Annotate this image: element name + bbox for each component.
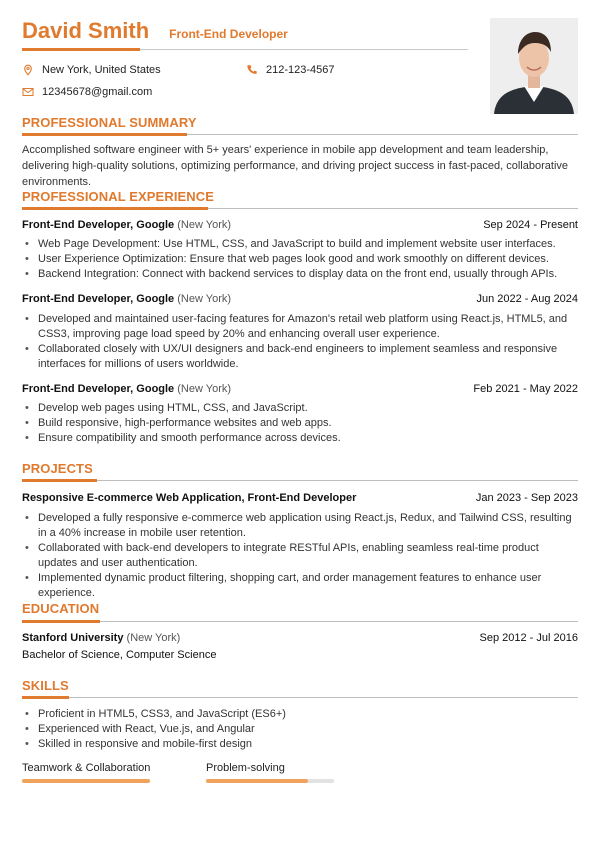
school-name: Stanford University xyxy=(22,632,124,644)
job-location: (New York) xyxy=(177,383,232,395)
projects-rule-accent xyxy=(22,479,97,482)
skill-label: Problem-solving xyxy=(206,762,285,774)
candidate-title: Front-End Developer xyxy=(169,27,288,41)
job-bullet: • Developed and maintained user-facing features for Amazon's retail web platform using React.js, HTML5, and CSS3, improving page load speed by 20% and enhancing overall user experience. xyxy=(38,312,578,342)
job-bullet: • User Experience Optimization: Ensure that web pages look good and work smoothly on different devices. xyxy=(38,252,578,267)
job-role: Front-End Developer, Google xyxy=(22,383,175,395)
education-date: Sep 2012 - Jul 2016 xyxy=(479,632,578,644)
project-bullet: • Developed a fully responsive e-commerce web application using React.js, Redux, and Tailwind CSS, resulting in a 40% increase in mobile user retention. xyxy=(38,511,578,541)
job-date: Jun 2022 - Aug 2024 xyxy=(476,293,578,305)
skill-bullet: • Proficient in HTML5, CSS3, and JavaScript (ES6+) xyxy=(38,707,578,722)
education-heading: EDUCATION xyxy=(22,601,100,616)
project-title: Responsive E-commerce Web Application, Front-End Developer xyxy=(22,492,357,504)
projects-rule xyxy=(22,480,578,481)
education-rule-accent xyxy=(22,620,100,623)
summary-rule-accent xyxy=(22,133,187,136)
skill-bar xyxy=(206,779,334,783)
job-date: Feb 2021 - May 2022 xyxy=(473,383,578,395)
candidate-name: David Smith xyxy=(22,18,150,43)
job-bullet: • Ensure compatibility and smooth performance across devices. xyxy=(38,431,578,446)
job-role: Front-End Developer, Google xyxy=(22,219,175,231)
job-entry xyxy=(22,292,578,306)
education-rule xyxy=(22,621,578,622)
email-icon xyxy=(22,86,34,98)
job-bullets xyxy=(38,312,578,372)
location-text: New York, United States xyxy=(42,64,161,76)
profile-photo xyxy=(490,18,578,114)
skills-bullets xyxy=(38,707,578,752)
job-bullets xyxy=(38,237,578,282)
location-pin-icon xyxy=(22,64,34,76)
projects-heading: PROJECTS xyxy=(22,461,93,476)
profile-photo-image xyxy=(490,18,578,114)
job-location: (New York) xyxy=(177,293,232,305)
experience-heading: PROFESSIONAL EXPERIENCE xyxy=(22,189,215,204)
job-bullet: • Build responsive, high-performance websites and web apps. xyxy=(38,416,578,431)
job-location: (New York) xyxy=(177,219,232,231)
project-bullet: • Collaborated with back-end developers to integrate RESTful APIs, enabling seamless real-time product updates and user authentication. xyxy=(38,541,578,571)
job-bullet: • Backend Integration: Connect with backend services to display data on the front end, usually through APIs. xyxy=(38,267,578,282)
summary-text: Accomplished software engineer with 5+ years' experience in mobile app development and team leadership, delivering high-quality solutions, optimizing performance, and driving project success in fast-paced, collaborative environments. xyxy=(22,144,569,188)
school-location: (New York) xyxy=(126,632,181,644)
phone-text: 212-123-4567 xyxy=(266,64,335,76)
name-divider-accent xyxy=(22,48,140,51)
summary-heading: PROFESSIONAL SUMMARY xyxy=(22,115,197,130)
skill-bullet: • Skilled in responsive and mobile-first design xyxy=(38,737,578,752)
project-date: Jan 2023 - Sep 2023 xyxy=(475,492,578,504)
contact-email xyxy=(22,85,152,99)
contact-phone xyxy=(246,63,335,77)
email-text: 12345678@gmail.com xyxy=(42,86,153,98)
degree-text: Bachelor of Science, Computer Science xyxy=(22,649,217,661)
name-row xyxy=(22,18,468,50)
job-entry xyxy=(22,218,578,232)
education-entry xyxy=(22,631,578,645)
skill-bar-fill xyxy=(22,779,150,783)
skill-bar xyxy=(22,779,150,783)
skill-label: Teamwork & Collaboration xyxy=(22,762,151,774)
job-bullet: • Collaborated closely with UX/UI designers and back-end engineers to implement seamless and responsive interfaces for millions of users worldwide. xyxy=(38,342,578,372)
job-bullet: • Web Page Development: Use HTML, CSS, and JavaScript to build and implement website user interfaces. xyxy=(38,237,578,252)
project-entry xyxy=(22,491,578,505)
job-entry xyxy=(22,382,578,396)
project-bullets xyxy=(38,511,578,601)
job-bullets xyxy=(38,401,578,446)
experience-rule-accent xyxy=(22,207,208,210)
skill-bar-fill xyxy=(206,779,308,783)
job-role: Front-End Developer, Google xyxy=(22,293,175,305)
skills-rule xyxy=(22,697,578,698)
job-bullet: • Develop web pages using HTML, CSS, and JavaScript. xyxy=(38,401,578,416)
skills-rule-accent xyxy=(22,696,69,699)
phone-icon xyxy=(246,64,258,76)
job-date: Sep 2024 - Present xyxy=(483,219,578,231)
skills-heading: SKILLS xyxy=(22,678,69,693)
resume-header xyxy=(22,18,468,50)
skill-bullet: • Experienced with React, Vue.js, and Angular xyxy=(38,722,578,737)
project-bullet: • Implemented dynamic product filtering, shopping cart, and order management features to enhance user experience. xyxy=(38,571,578,601)
contact-location xyxy=(22,63,161,77)
